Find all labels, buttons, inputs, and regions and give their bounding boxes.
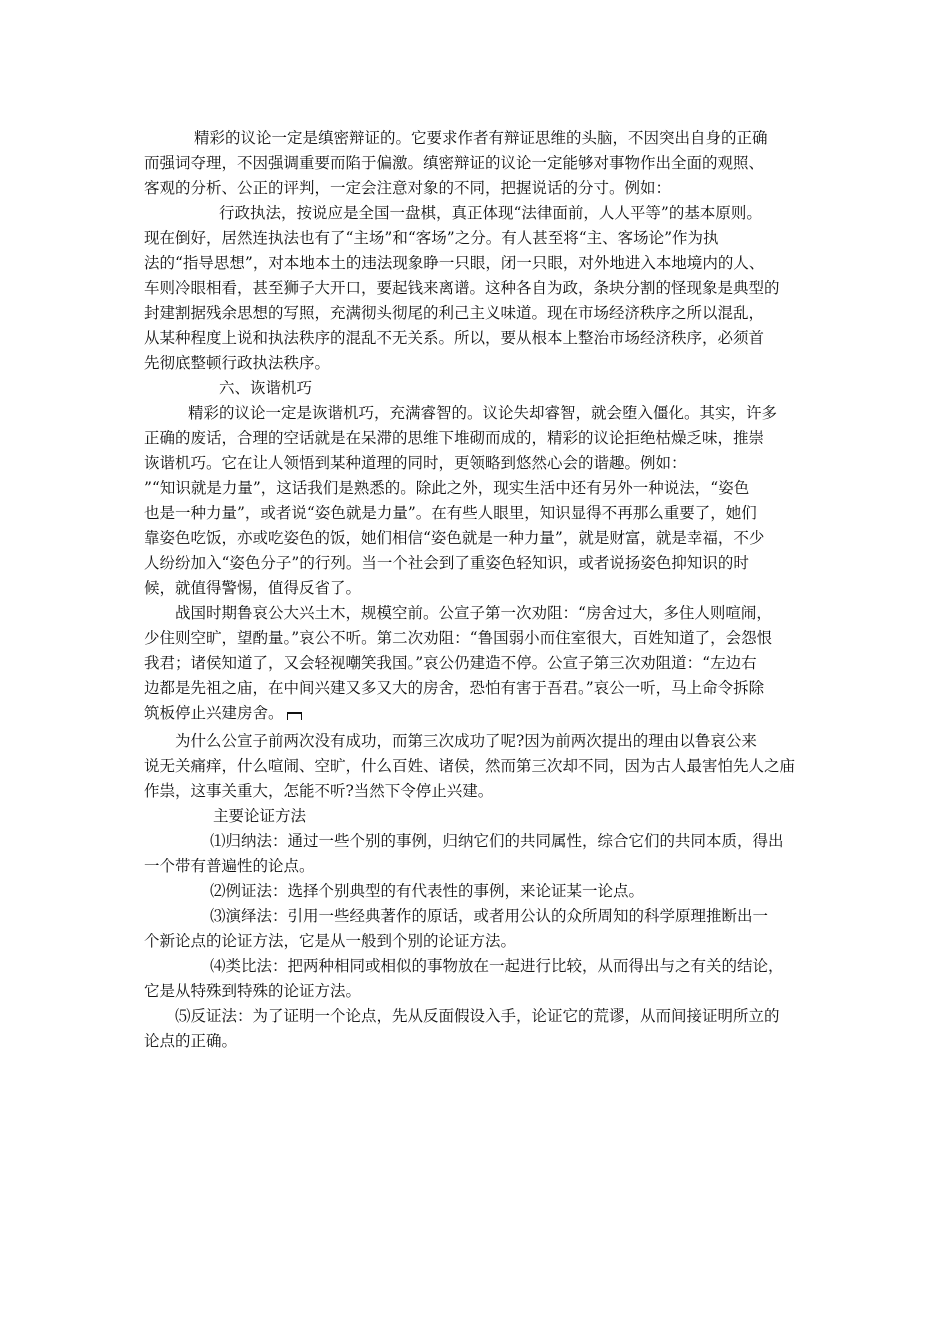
- text-line: ⑷类比法：把两种相同或相似的事物放在一起进行比较，从而得出与之有关的结论，: [210, 957, 784, 975]
- text-line: ⑸反证法：为了证明一个论点，先从反面假设入手，论证它的荒谬，从而间接证明所立的: [175, 1007, 780, 1025]
- text-line: 客观的分析、公正的评判，一定会注意对象的不同，把握说话的分寸。例如：: [144, 179, 672, 197]
- text-line: 人纷纷加入“姿色分子”的行列。当一个社会到了重姿色轻知识，或者说扬姿色抑知识的时: [144, 554, 749, 572]
- text-line: 精彩的议论一定是缜密辩证的。它要求作者有辩证思维的头脑，不因突出自身的正确: [194, 129, 768, 147]
- text-line: 说无关痛痒，什么喧闹、空旷，什么百姓、诸侯，然而第三次却不同，因为古人最害怕先人之庙: [144, 757, 796, 775]
- text-line: 战国时期鲁哀公大兴土木，规模空前。公宣子第一次劝阻：“房舍过大，多住人则喧闹，: [175, 604, 772, 622]
- section-heading: 主要论证方法: [213, 807, 307, 825]
- text-line: 边都是先祖之庙，在中间兴建又多又大的房舍，恐怕有害于吾君。”哀公一听，马上命令拆除: [144, 679, 765, 697]
- text-line: 一个带有普遍性的论点。: [144, 857, 315, 875]
- text-line: 诙谐机巧。它在让人领悟到某种道理的同时，更领略到悠然心会的谐趣。例如：: [144, 454, 687, 472]
- text-line: ”“知识就是力量”，这话我们是熟悉的。除此之外，现实生活中还有另外一种说法，“姿色: [144, 479, 750, 497]
- text-line: 从某种程度上说和执法秩序的混乱不无关系。所以，要从根本上整治市场经济秩序，必须首: [144, 329, 765, 347]
- text-line: 为什么公宣子前两次没有成功，而第三次成功了呢?因为前两次提出的理由以鲁哀公来: [175, 732, 757, 750]
- text-line: 行政执法，按说应是全国一盘棋，真正体现“法律面前，人人平等”的基本原则。: [219, 204, 762, 222]
- text-line: ⑶演绎法：引用一些经典著作的原话，或者用公认的众所周知的科学原理推断出一: [210, 907, 769, 925]
- text-line: 车则冷眼相看，甚至狮子大开口，要起钱来离谱。这种各自为政，条块分割的怪现象是典型的: [144, 279, 780, 297]
- text-line: 也是一种力量”，或者说“姿色就是力量”。在有些人眼里，知识显得不再那么重要了，她们: [144, 504, 757, 522]
- text-line: 我君；诸侯知道了，又会轻视嘲笑我国。”哀公仍建造不停。公宣子第三次劝阻道：“左边右: [144, 654, 757, 672]
- text-line: 先彻底整顿行政执法秩序。: [144, 354, 331, 372]
- text-line: 候，就值得警惕，值得反省了。: [144, 579, 362, 597]
- text-line: 封建割据残余思想的写照，充满彻头彻尾的利己主义味道。现在市场经济秩序之所以混乱，: [144, 304, 765, 322]
- text-line: 筑板停止兴建房舍。: [144, 704, 284, 722]
- section-heading: 六、诙谐机巧: [219, 379, 313, 397]
- bracket-mark-icon: [287, 712, 302, 720]
- text-line: 精彩的议论一定是诙谐机巧，充满睿智的。议论失却睿智，就会堕入僵化。其实，许多: [188, 404, 778, 422]
- text-line: 个新论点的论证方法，它是从一般到个别的论证方法。: [144, 932, 517, 950]
- text-line: 而强词夺理，不因强调重要而陷于偏激。缜密辩证的议论一定能够对事物作出全面的观照、: [144, 154, 765, 172]
- text-line: 靠姿色吃饭，亦或吃姿色的饭，她们相信“姿色就是一种力量”，就是财富，就是幸福，不少: [144, 529, 765, 547]
- text-line: 现在倒好，居然连执法也有了“主场”和“客场”之分。有人甚至将“主、客场论”作为执: [144, 229, 719, 247]
- text-line-with-mark: [0, 703, 950, 723]
- text-line: ⑴归纳法：通过一些个别的事例，归纳它们的共同属性，综合它们的共同本质，得出: [210, 832, 784, 850]
- text-line: 法的“指导思想”，对本地本土的违法现象睁一只眼，闭一只眼，对外地进入本地境内的人、: [144, 254, 765, 272]
- text-line: 作祟，这事关重大，怎能不听?当然下令停止兴建。: [144, 782, 494, 800]
- text-line: 它是从特殊到特殊的论证方法。: [144, 982, 362, 1000]
- text-line: 论点的正确。: [144, 1032, 238, 1050]
- text-line: 少住则空旷，望酌量。”哀公不听。第二次劝阻：“鲁国弱小而住室很大，百姓知道了，会怨恨: [144, 629, 773, 647]
- text-line: 正确的废话，合理的空话就是在呆滞的思维下堆砌而成的，精彩的议论拒绝枯燥乏味，推崇: [144, 429, 765, 447]
- text-line: ⑵例证法：选择个别典型的有代表性的事例，来论证某一论点。: [210, 882, 645, 900]
